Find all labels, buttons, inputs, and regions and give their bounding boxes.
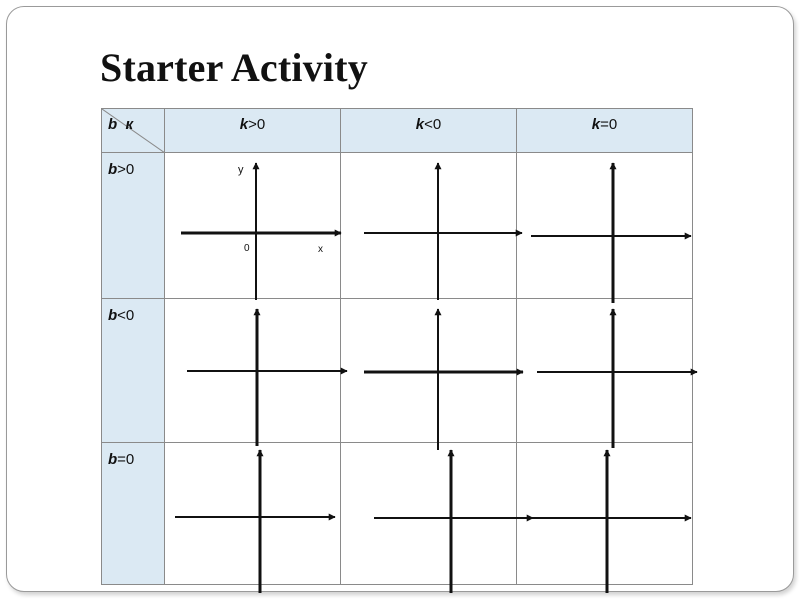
row-header-rel: =0: [117, 451, 135, 468]
slide-title: Starter Activity: [100, 45, 368, 90]
column-header-rel: <0: [424, 116, 442, 133]
origin-label: 0: [244, 243, 250, 254]
column-header-var: k: [591, 116, 601, 133]
axes-r2-c1: [187, 309, 347, 446]
axes-r3-c1: [175, 450, 335, 593]
axes-r1-c1: [181, 163, 341, 300]
axes-r1-c2: [364, 163, 522, 300]
axes-r3-c3: [524, 450, 691, 593]
row-header-var: b: [108, 307, 118, 324]
row-header-var: b: [108, 451, 118, 468]
x-axis-label: x: [318, 244, 323, 255]
axes-r1-c3: [531, 163, 691, 303]
y-axis-label: y: [238, 164, 244, 176]
corner-b: b: [108, 116, 118, 133]
row-header-rel: >0: [117, 161, 135, 178]
column-header-var: k: [415, 116, 425, 133]
column-header-rel: =0: [600, 116, 618, 133]
row-header-rel: <0: [117, 307, 135, 324]
axes-r2-c2: [364, 309, 523, 450]
row-header-var: b: [108, 161, 118, 178]
column-header-rel: >0: [248, 116, 266, 133]
corner-k: к: [125, 116, 134, 133]
axes-r3-c2: [374, 450, 533, 593]
axes-r2-c3: [537, 309, 697, 448]
column-header-var: k: [239, 116, 249, 133]
